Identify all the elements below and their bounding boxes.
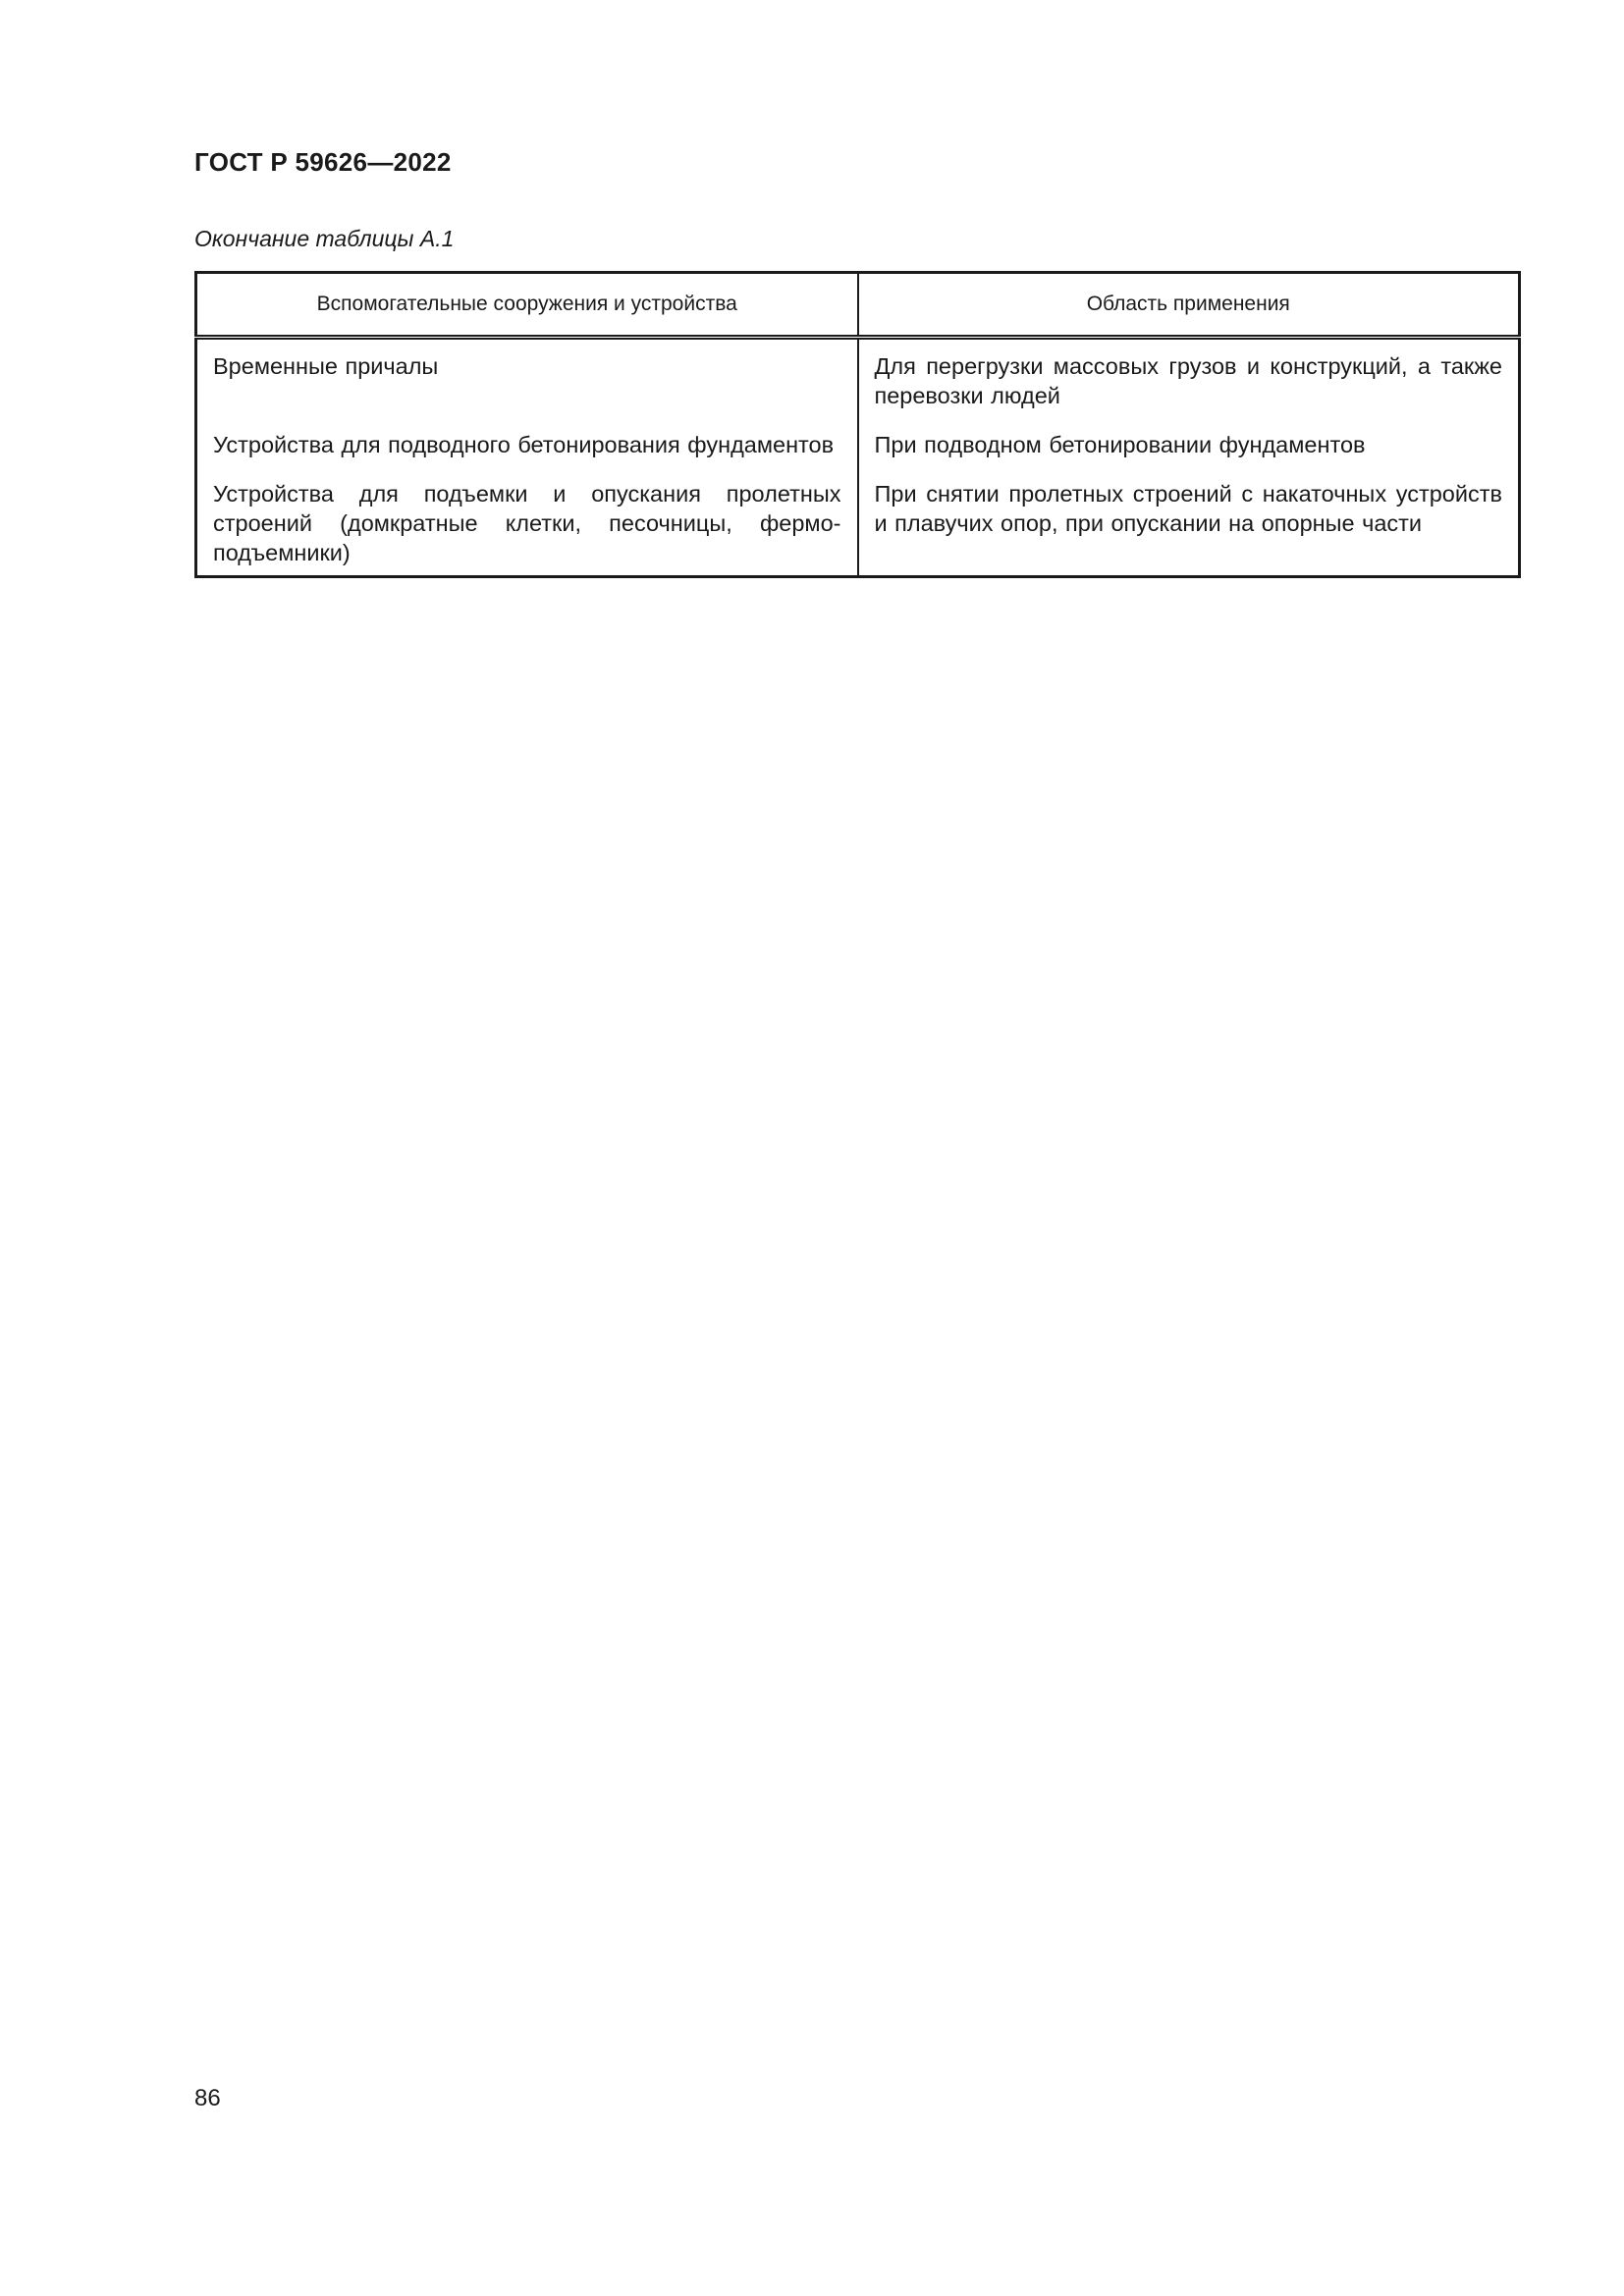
document-code: ГОСТ Р 59626—2022 (194, 147, 452, 177)
table-caption: Окончание таблицы А.1 (194, 226, 455, 251)
table-header-row (196, 273, 1520, 338)
table-row (196, 469, 1520, 577)
facility-cell: Устройства для подводного бетонирования фундаментов (196, 420, 858, 469)
page-number: 86 (194, 2085, 221, 2111)
table-row (196, 338, 1520, 421)
facility-cell: Временные причалы (196, 338, 858, 421)
application-cell: При снятии пролетных строений с накаточных устройств и плавучих опор, при опускании на опорные части (858, 469, 1520, 577)
facility-cell: Устройства для подъемки и опускания пролетных строений (домкратные клетки, песочницы, фермо-подъемники) (196, 469, 858, 577)
application-cell: Для перегрузки массовых грузов и конструкций, а также перевозки людей (858, 338, 1520, 421)
application-cell: При подводном бетонировании фундаментов (858, 420, 1520, 469)
column-header-application: Область применения (858, 273, 1520, 338)
applications-table (194, 271, 1521, 578)
column-header-facility: Вспомогательные сооружения и устройства (196, 273, 858, 338)
table-row (196, 420, 1520, 469)
